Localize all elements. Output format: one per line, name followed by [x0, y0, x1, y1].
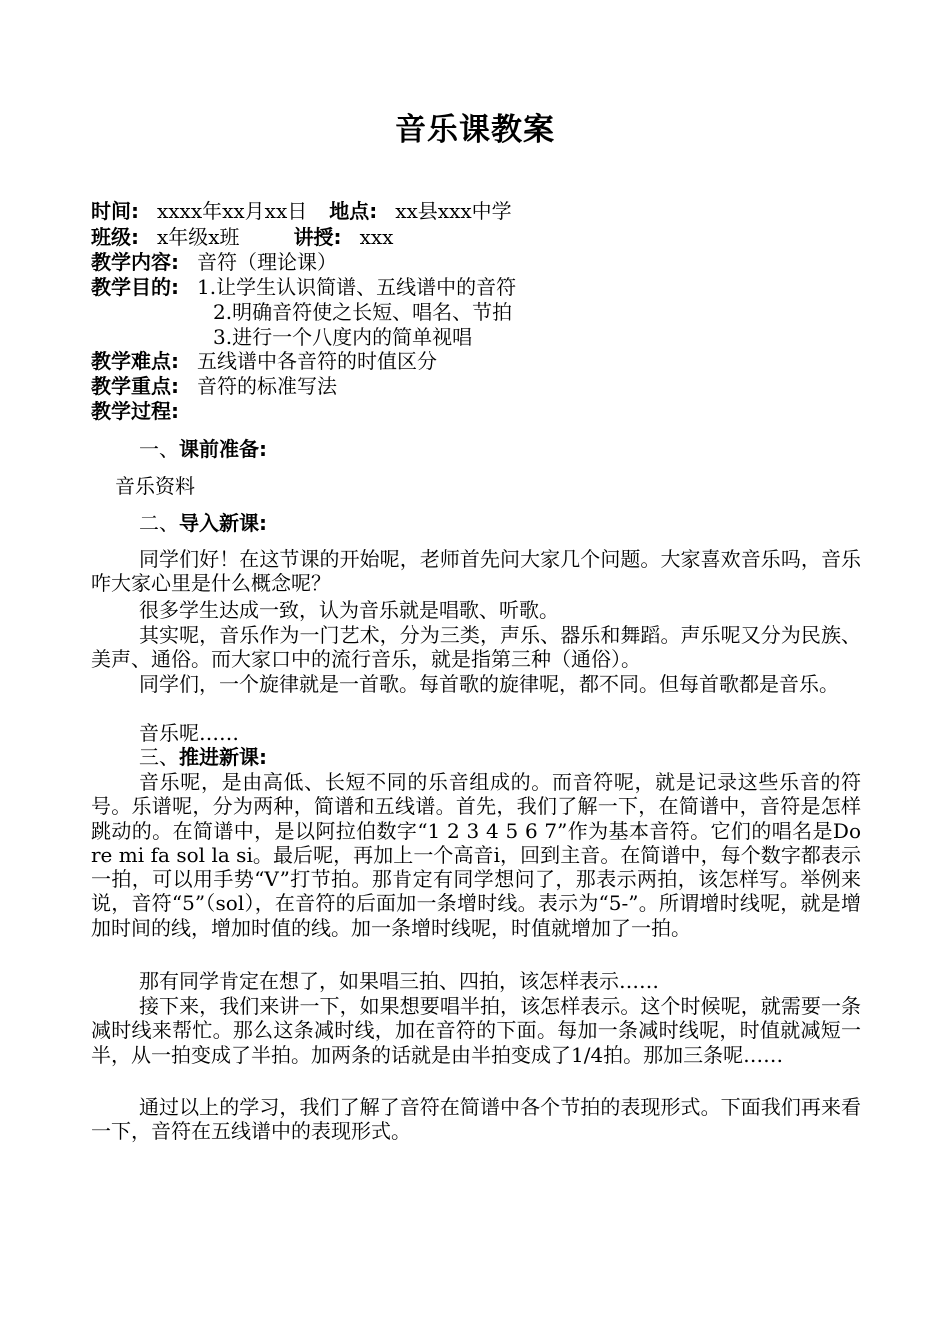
goal-item-2: 2.明确音符使之长短、唱名、节拍 [213, 300, 513, 324]
difficulty-value: 五线谱中各音符的时值区分 [197, 349, 437, 373]
goal-line [91, 275, 516, 299]
teacher-value: xxx [359, 225, 394, 249]
time-value: xxxx年xx月xx日 [157, 199, 308, 223]
section-3-heading [139, 745, 267, 769]
section-1-title: 课前准备: [179, 437, 267, 461]
teacher-label: 讲授: [293, 225, 342, 249]
focus-label: 教学重点: [91, 374, 179, 398]
paragraph-4: 同学们，一个旋律就是一首歌。每首歌的旋律呢，都不同。但每首歌都是音乐。 [139, 672, 839, 696]
goal-item-1: 1.让学生认识简谱、五线谱中的音符 [197, 275, 517, 299]
place-value: xx县xxx中学 [395, 199, 512, 223]
difficulty-line [91, 349, 437, 373]
content-value: 音符（理论课） [197, 250, 337, 274]
paragraph-7: 那有同学肯定在想了，如果唱三拍、四拍，该怎样表示…… [139, 969, 659, 993]
focus-line [91, 374, 337, 398]
content-line [91, 250, 337, 274]
class-label: 班级: [91, 225, 139, 249]
process-line [91, 399, 179, 423]
section-1-number: 一、 [139, 437, 179, 461]
time-label: 时间: [91, 199, 139, 223]
class-value: x年级x班 [157, 225, 240, 249]
section-2-title: 导入新课: [179, 511, 267, 535]
goal-label: 教学目的: [91, 275, 179, 299]
process-label: 教学过程: [91, 399, 179, 423]
paragraph-6: 音乐呢，是由高低、长短不同的乐音组成的。而音符呢，就是记录这些乐音的符号。乐谱呢，分为两种，简谱和五线谱。首先，我们了解一下，在简谱中，音符是怎样跳动的。在简谱中，是以阿拉伯数字“1 2 3 4 5 6 7”作为基本音符。它们的唱名是Do re mi fa sol la si。最后呢，再加上一个高音i，回到主音。在简谱中，每个数字都表示一拍，可以用手势“V”打节拍。那肯定有同学想问了，那表示两拍，该怎样写。举例来说，音符“5”（sol），在音符的后面加一条增时线。表示为“5-”。所谓增时线呢，就是增加时间的线，增加时值的线。加一条增时线呢，时值就增加了一拍。 [91, 770, 861, 940]
paragraph-9: 通过以上的学习，我们了解了音符在简谱中各个节拍的表现形式。下面我们再来看一下，音符在五线谱中的表现形式。 [91, 1095, 861, 1144]
paragraph-8: 接下来，我们来讲一下，如果想要唱半拍，该怎样表示。这个时候呢，就需要一条减时线来帮忙。那么这条减时线，加在音符的下面。每加一条减时线呢，时值就减短一半，从一拍变成了半拍。加两条的话就是由半拍变成了1/4拍。那加三条呢…… [91, 994, 861, 1067]
section-1-heading [139, 437, 267, 461]
section-3-number: 三、 [139, 745, 179, 769]
paragraph-3: 其实呢，音乐作为一门艺术，分为三类，声乐、器乐和舞蹈。声乐呢又分为民族、美声、通俗。而大家口中的流行音乐，就是指第三种（通俗）。 [91, 623, 861, 672]
paragraph-1: 同学们好！在这节课的开始呢，老师首先问大家几个问题。大家喜欢音乐吗，音乐咋大家心里是什么概念呢？ [91, 547, 861, 596]
focus-value: 音符的标准写法 [197, 374, 337, 398]
section-2-heading [139, 511, 267, 535]
section-1-item: 音乐资料 [115, 474, 195, 498]
section-2-number: 二、 [139, 511, 179, 535]
paragraph-2: 很多学生达成一致，认为音乐就是唱歌、听歌。 [139, 598, 559, 622]
time-place-line [91, 199, 512, 223]
difficulty-label: 教学难点: [91, 349, 179, 373]
class-teacher-line [91, 225, 393, 249]
content-label: 教学内容: [91, 250, 179, 274]
section-3-title: 推进新课: [179, 745, 267, 769]
document-title: 音乐课教案 [395, 112, 555, 148]
goal-item-3: 3.进行一个八度内的简单视唱 [213, 325, 473, 349]
place-label: 地点: [329, 199, 378, 223]
paragraph-5: 音乐呢…… [139, 721, 239, 745]
